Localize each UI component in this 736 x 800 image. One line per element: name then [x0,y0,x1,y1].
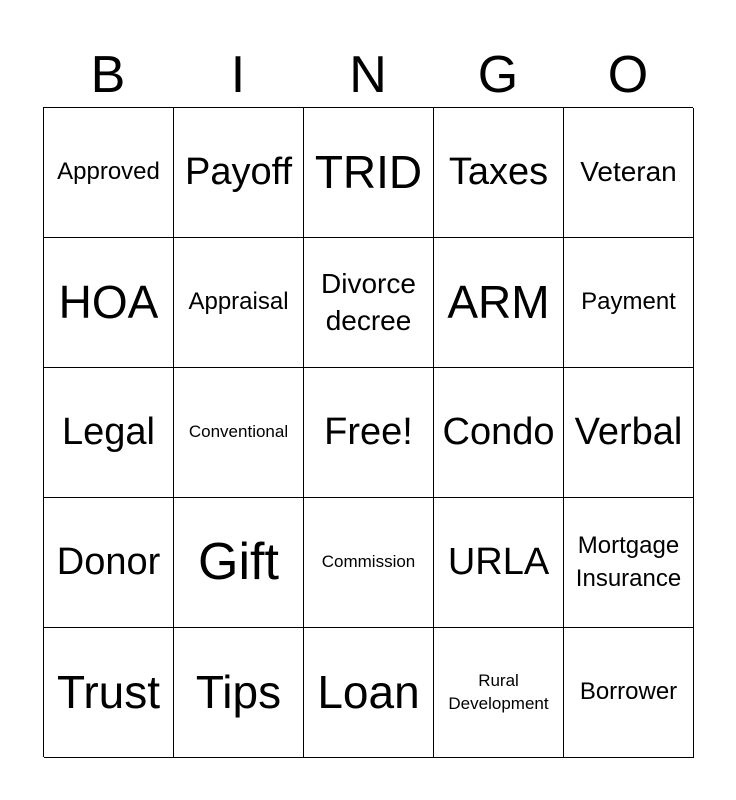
bingo-cell[interactable] [304,108,434,238]
bingo-board [43,107,693,757]
cell-text: TRID [314,146,423,199]
header-letter-i: I [230,46,246,104]
cell-text: Payment [581,288,676,316]
cell-text: Tips [195,666,282,719]
bingo-cell[interactable] [174,108,304,238]
bingo-cell[interactable] [304,238,434,368]
bingo-cell[interactable] [44,108,174,238]
cell-text: Commission [321,552,416,572]
bingo-cell[interactable] [174,368,304,498]
cell-text: HOA [58,276,159,329]
header-letter-g: G [477,46,519,104]
cell-text: Legal [62,410,155,453]
free-space-cell[interactable] [304,368,434,498]
cell-text: Borrower [579,678,678,706]
cell-text: Veteran [580,156,677,188]
cell-text: Donor [56,540,161,583]
cell-text: Mortgage Insurance [575,532,682,592]
bingo-cell[interactable] [434,108,564,238]
bingo-cell[interactable] [434,238,564,368]
bingo-cell[interactable] [44,498,174,628]
bingo-cell[interactable] [564,368,694,498]
cell-text: Conventional [188,422,289,442]
cell-text: Appraisal [188,288,289,316]
header-letter-n: N [349,46,387,104]
cell-text: Gift [198,532,279,591]
free-space-text: Free! [324,410,413,453]
bingo-cell[interactable] [304,498,434,628]
header-letter-o: O [607,46,649,104]
bingo-cell[interactable] [434,628,564,758]
cell-text: Verbal [574,410,683,453]
cell-text: Payoff [184,150,293,193]
cell-text: Divorce decree [321,268,416,336]
bingo-cell[interactable] [44,628,174,758]
header-letter-b: B [90,46,126,104]
bingo-cell[interactable] [44,368,174,498]
cell-text: URLA [447,540,550,583]
cell-text: Condo [442,410,555,453]
cell-text: Trust [56,666,161,719]
bingo-cell[interactable] [174,498,304,628]
bingo-cell[interactable] [564,628,694,758]
bingo-cell[interactable] [434,498,564,628]
bingo-cell[interactable] [44,238,174,368]
cell-text: Approved [57,158,160,186]
bingo-cell[interactable] [174,238,304,368]
bingo-cell[interactable] [304,628,434,758]
bingo-cell[interactable] [564,108,694,238]
bingo-header [43,42,693,108]
cell-text: Loan [317,666,420,719]
bingo-cell[interactable] [564,238,694,368]
cell-text: ARM [447,276,550,329]
bingo-cell[interactable] [564,498,694,628]
bingo-cell[interactable] [434,368,564,498]
bingo-cell[interactable] [174,628,304,758]
cell-text: Rural Development [448,671,549,713]
cell-text: Taxes [448,150,549,193]
